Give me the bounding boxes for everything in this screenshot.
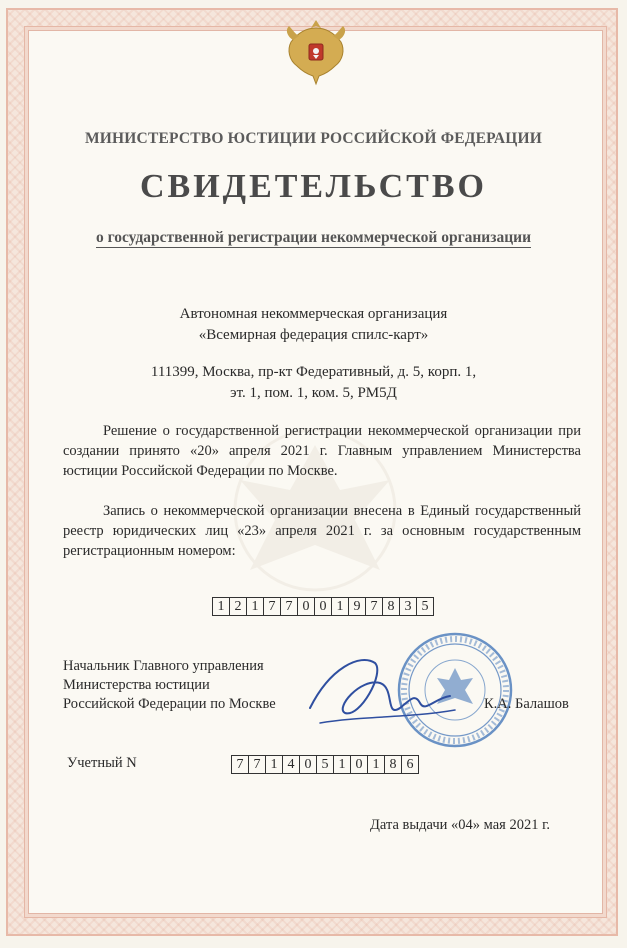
registration-number-digit: 2 [229, 597, 247, 616]
registration-number-digit: 9 [348, 597, 366, 616]
registration-number-digit: 0 [314, 597, 332, 616]
account-number-boxes [232, 755, 419, 774]
ministry-heading: МИНИСТЕРСТВО ЮСТИЦИИ РОССИЙСКОЙ ФЕДЕРАЦИИ [84, 130, 543, 147]
organization-address-line2: эт. 1, пом. 1, ком. 5, РМ5Д [230, 385, 397, 401]
registration-number-digit: 5 [416, 597, 434, 616]
registration-decision-paragraph [63, 421, 581, 481]
signer-name: К.А. Балашов [484, 696, 569, 712]
account-number-digit: 4 [282, 755, 300, 774]
registration-number-digit: 0 [297, 597, 315, 616]
organization-address-line1: 111399, Москва, пр-кт Федеративный, д. 5, корп. 1, [150, 364, 477, 380]
registration-number-boxes [213, 597, 434, 616]
registration-number-digit: 7 [280, 597, 298, 616]
account-number-digit: 0 [299, 755, 317, 774]
account-number-digit: 7 [248, 755, 266, 774]
organization-name: «Всемирная федерация спилс-карт» [198, 327, 429, 343]
signer-title-line2: Министерства юстиции [63, 677, 210, 693]
account-number-digit: 1 [333, 755, 351, 774]
account-number-digit: 1 [367, 755, 385, 774]
signer-title-line3: Российской Федерации по Москве [63, 696, 276, 712]
registration-number-digit: 1 [212, 597, 230, 616]
signer-title-line1: Начальник Главного управления [63, 658, 264, 674]
document-subtitle [0, 229, 627, 247]
russian-coat-of-arms-icon [283, 14, 349, 90]
registration-decision-text: Решение о государственной регистрации некоммерческой организации при создании принято «20» апреля 2021 г. Главным управлением Министерства юстиции Российской Федерации по Москве. [63, 423, 581, 479]
document-title: СВИДЕТЕЛЬСТВО [140, 168, 487, 205]
account-number-digit: 7 [231, 755, 249, 774]
registration-number-digit: 3 [399, 597, 417, 616]
registration-number-digit: 1 [246, 597, 264, 616]
registration-number-digit: 8 [382, 597, 400, 616]
registry-record-paragraph [63, 501, 581, 561]
account-number-digit: 8 [384, 755, 402, 774]
account-number-digit: 1 [265, 755, 283, 774]
signature-icon [300, 648, 460, 738]
registration-number-digit: 1 [331, 597, 349, 616]
registration-number-digit: 7 [263, 597, 281, 616]
account-number-digit: 5 [316, 755, 334, 774]
signer-title [63, 657, 276, 714]
document-subtitle-text: о государственной регистрации некоммерческой организации [95, 229, 532, 246]
account-number-digit: 0 [350, 755, 368, 774]
registry-record-text: Запись о некоммерческой организации внесена в Единый государственный реестр юридических лиц «23» апреля 2021 г. за основным государственным регистрационным номером: [63, 503, 581, 559]
issue-date: Дата выдачи «04» мая 2021 г. [370, 817, 551, 833]
organization-type: Автономная некоммерческая организация [179, 306, 448, 322]
account-number-label: Учетный N [67, 755, 137, 771]
registration-number-digit: 7 [365, 597, 383, 616]
account-number-digit: 6 [401, 755, 419, 774]
